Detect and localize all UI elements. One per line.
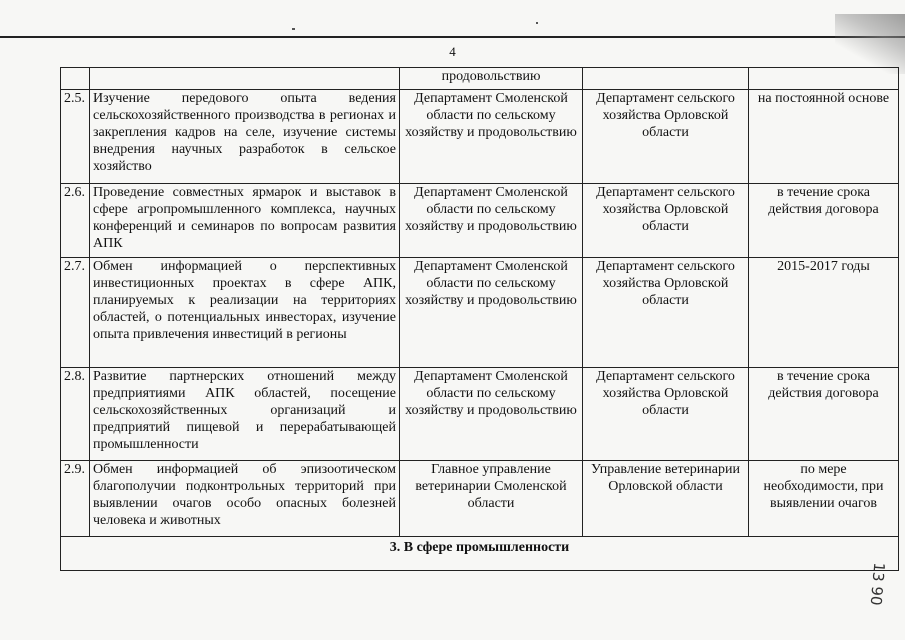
table-row xyxy=(61,368,899,461)
agreement-table xyxy=(60,67,899,571)
page-number: 4 xyxy=(449,44,456,59)
table-row-continuation xyxy=(61,68,899,90)
cell-orel-executor: Департамент сельского хозяйства Орловской области xyxy=(583,368,749,461)
cell-activity xyxy=(90,68,400,90)
table-row xyxy=(61,184,899,258)
cell-term: в течение срока действия договора xyxy=(749,184,899,258)
cell-smolensk-executor: Департамент Смоленской области по сельскому хозяйству и продовольствию xyxy=(400,184,583,258)
cell-num: 2.8. xyxy=(61,368,90,461)
cell-orel-executor xyxy=(583,68,749,90)
table-row xyxy=(61,461,899,537)
cell-term xyxy=(749,68,899,90)
cell-term: в течение срока действия договора xyxy=(749,368,899,461)
cell-activity: Проведение совместных ярмарок и выставок в сфере агропромышленного комплекса, научных конференций и семинаров по вопросам развития АПК xyxy=(90,184,400,258)
section-heading-row xyxy=(61,537,899,571)
cell-smolensk-executor: Департамент Смоленской области по сельскому хозяйству и продовольствию xyxy=(400,258,583,368)
header-rule xyxy=(0,36,905,38)
cell-orel-executor: Департамент сельского хозяйства Орловской области xyxy=(583,90,749,184)
scan-speck xyxy=(292,28,295,30)
cell-smolensk-executor: Департамент Смоленской области по сельскому хозяйству и продовольствию xyxy=(400,368,583,461)
cell-term: по мере необходимости, при выявлении очагов xyxy=(749,461,899,537)
cell-activity: Изучение передового опыта ведения сельскохозяйственного производства в регионах и закрепления кадров на селе, изучение системы внедрения научных разработок в сельское хозяйство xyxy=(90,90,400,184)
cell-num: 2.7. xyxy=(61,258,90,368)
cell-term: 2015-2017 годы xyxy=(749,258,899,368)
cell-activity: Обмен информацией о перспективных инвестиционных проектах в сфере АПК, планируемых к реализации на территориях областей, о потенциальных инвесторах, изучение опыта привлечения инвестиций в регионы xyxy=(90,258,400,368)
cell-smolensk-executor: Департамент Смоленской области по сельскому хозяйству и продовольствию xyxy=(400,90,583,184)
cell-orel-executor: Управление ветеринарии Орловской области xyxy=(583,461,749,537)
cell-smolensk-executor: продовольствию xyxy=(400,68,583,90)
handwritten-margin-note: 13 90 xyxy=(866,561,889,607)
cell-activity: Развитие партнерских отношений между предприятиями АПК областей, посещение сельскохозяйственных организаций и предприятий пищевой и перерабатывающей промышленности xyxy=(90,368,400,461)
cell-num: 2.9. xyxy=(61,461,90,537)
table-row xyxy=(61,90,899,184)
table-row xyxy=(61,258,899,368)
section-heading: 3. В сфере промышленности xyxy=(61,537,899,571)
cell-num xyxy=(61,68,90,90)
cell-orel-executor: Департамент сельского хозяйства Орловской области xyxy=(583,258,749,368)
cell-smolensk-executor: Главное управление ветеринарии Смоленской области xyxy=(400,461,583,537)
cell-num: 2.5. xyxy=(61,90,90,184)
cell-num: 2.6. xyxy=(61,184,90,258)
cell-term: на постоянной основе xyxy=(749,90,899,184)
scan-speck xyxy=(536,22,538,24)
cell-orel-executor: Департамент сельского хозяйства Орловской области xyxy=(583,184,749,258)
cell-activity: Обмен информацией об эпизоотическом благополучии подконтрольных территорий при выявлении очагов особо опасных болезней человека и животных xyxy=(90,461,400,537)
